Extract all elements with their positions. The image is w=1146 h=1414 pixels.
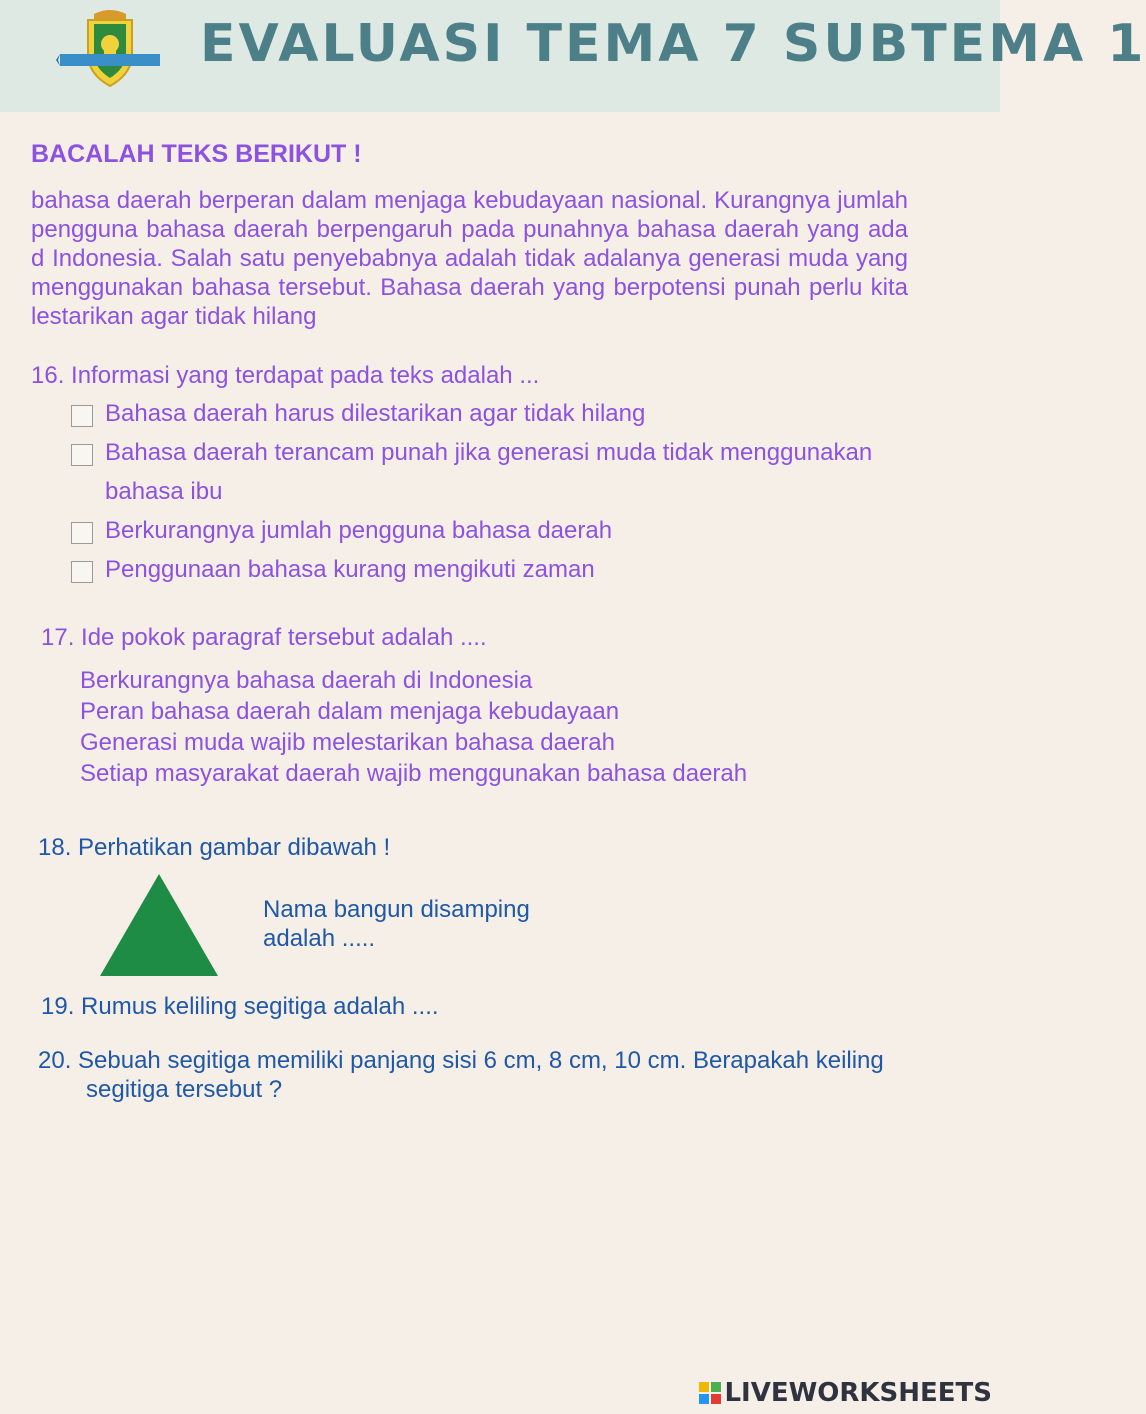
q16-option-2: Bahasa daerah terancam punah jika generasi muda tidak menggunakan	[105, 439, 873, 466]
reading-heading: BACALAH TEKS BERIKUT !	[31, 140, 362, 168]
q20-question-line2: segitiga tersebut ?	[86, 1076, 283, 1103]
q16-option-4: Penggunaan bahasa kurang mengikuti zaman	[105, 556, 595, 583]
q16-option-3-checkbox[interactable]	[71, 522, 93, 544]
q16-option-3: Berkurangnya jumlah pengguna bahasa daerah	[105, 517, 613, 544]
q18-prompt-line1: Nama bangun disamping	[263, 896, 530, 923]
q16-option-2-continued: bahasa ibu	[105, 478, 223, 505]
q16-question: 16. Informasi yang terdapat pada teks adalah ...	[31, 362, 540, 389]
q17-option-1[interactable]: Berkurangnya bahasa daerah di Indonesia	[80, 667, 533, 694]
q17-option-4[interactable]: Setiap masyarakat daerah wajib menggunakan bahasa daerah	[80, 760, 748, 787]
brand-text: LIVEWORKSHEETS	[724, 1378, 992, 1408]
q17-question: 17. Ide pokok paragraf tersebut adalah ....	[41, 624, 487, 651]
q17-option-3[interactable]: Generasi muda wajib melestarikan bahasa daerah	[80, 729, 615, 756]
school-logo-icon	[58, 8, 162, 92]
q17-option-2[interactable]: Peran bahasa daerah dalam menjaga kebudayaan	[80, 698, 620, 725]
q16-option-1-checkbox[interactable]	[71, 405, 93, 427]
q18-prompt	[263, 895, 530, 953]
green-triangle-icon	[100, 874, 218, 976]
q20-question-line1: 20. Sebuah segitiga memiliki panjang sisi 6 cm, 8 cm, 10 cm. Berapakah keiling	[38, 1047, 884, 1074]
reading-passage: bahasa daerah berperan dalam menjaga kebudayaan nasional. Kurangnya jumlah pengguna bahasa daerah berpengaruh pada punahnya bahasa daerah yang ada d Indonesia. Salah satu penyebabnya adalah tidak adalanya generasi muda yang menggunakan bahasa tersebut. Bahasa daerah yang berpotensi punah perlu kita lestarikan agar tidak hilang	[31, 187, 908, 330]
q16-option-1: Bahasa daerah harus dilestarikan agar tidak hilang	[105, 400, 646, 427]
header-band	[0, 0, 1146, 112]
liveworksheets-logo-icon	[699, 1382, 721, 1404]
q18-prompt-line2: adalah .....	[263, 925, 376, 952]
q19-question: 19. Rumus keliling segitiga adalah ....	[41, 993, 439, 1020]
page-title: EVALUASI TEMA 7 SUBTEMA 1	[200, 14, 1146, 74]
q18-question: 18. Perhatikan gambar dibawah !	[38, 834, 391, 861]
q16-option-2-checkbox[interactable]	[71, 444, 93, 466]
liveworksheets-brand	[699, 1378, 992, 1408]
q16-option-4-checkbox[interactable]	[71, 561, 93, 583]
